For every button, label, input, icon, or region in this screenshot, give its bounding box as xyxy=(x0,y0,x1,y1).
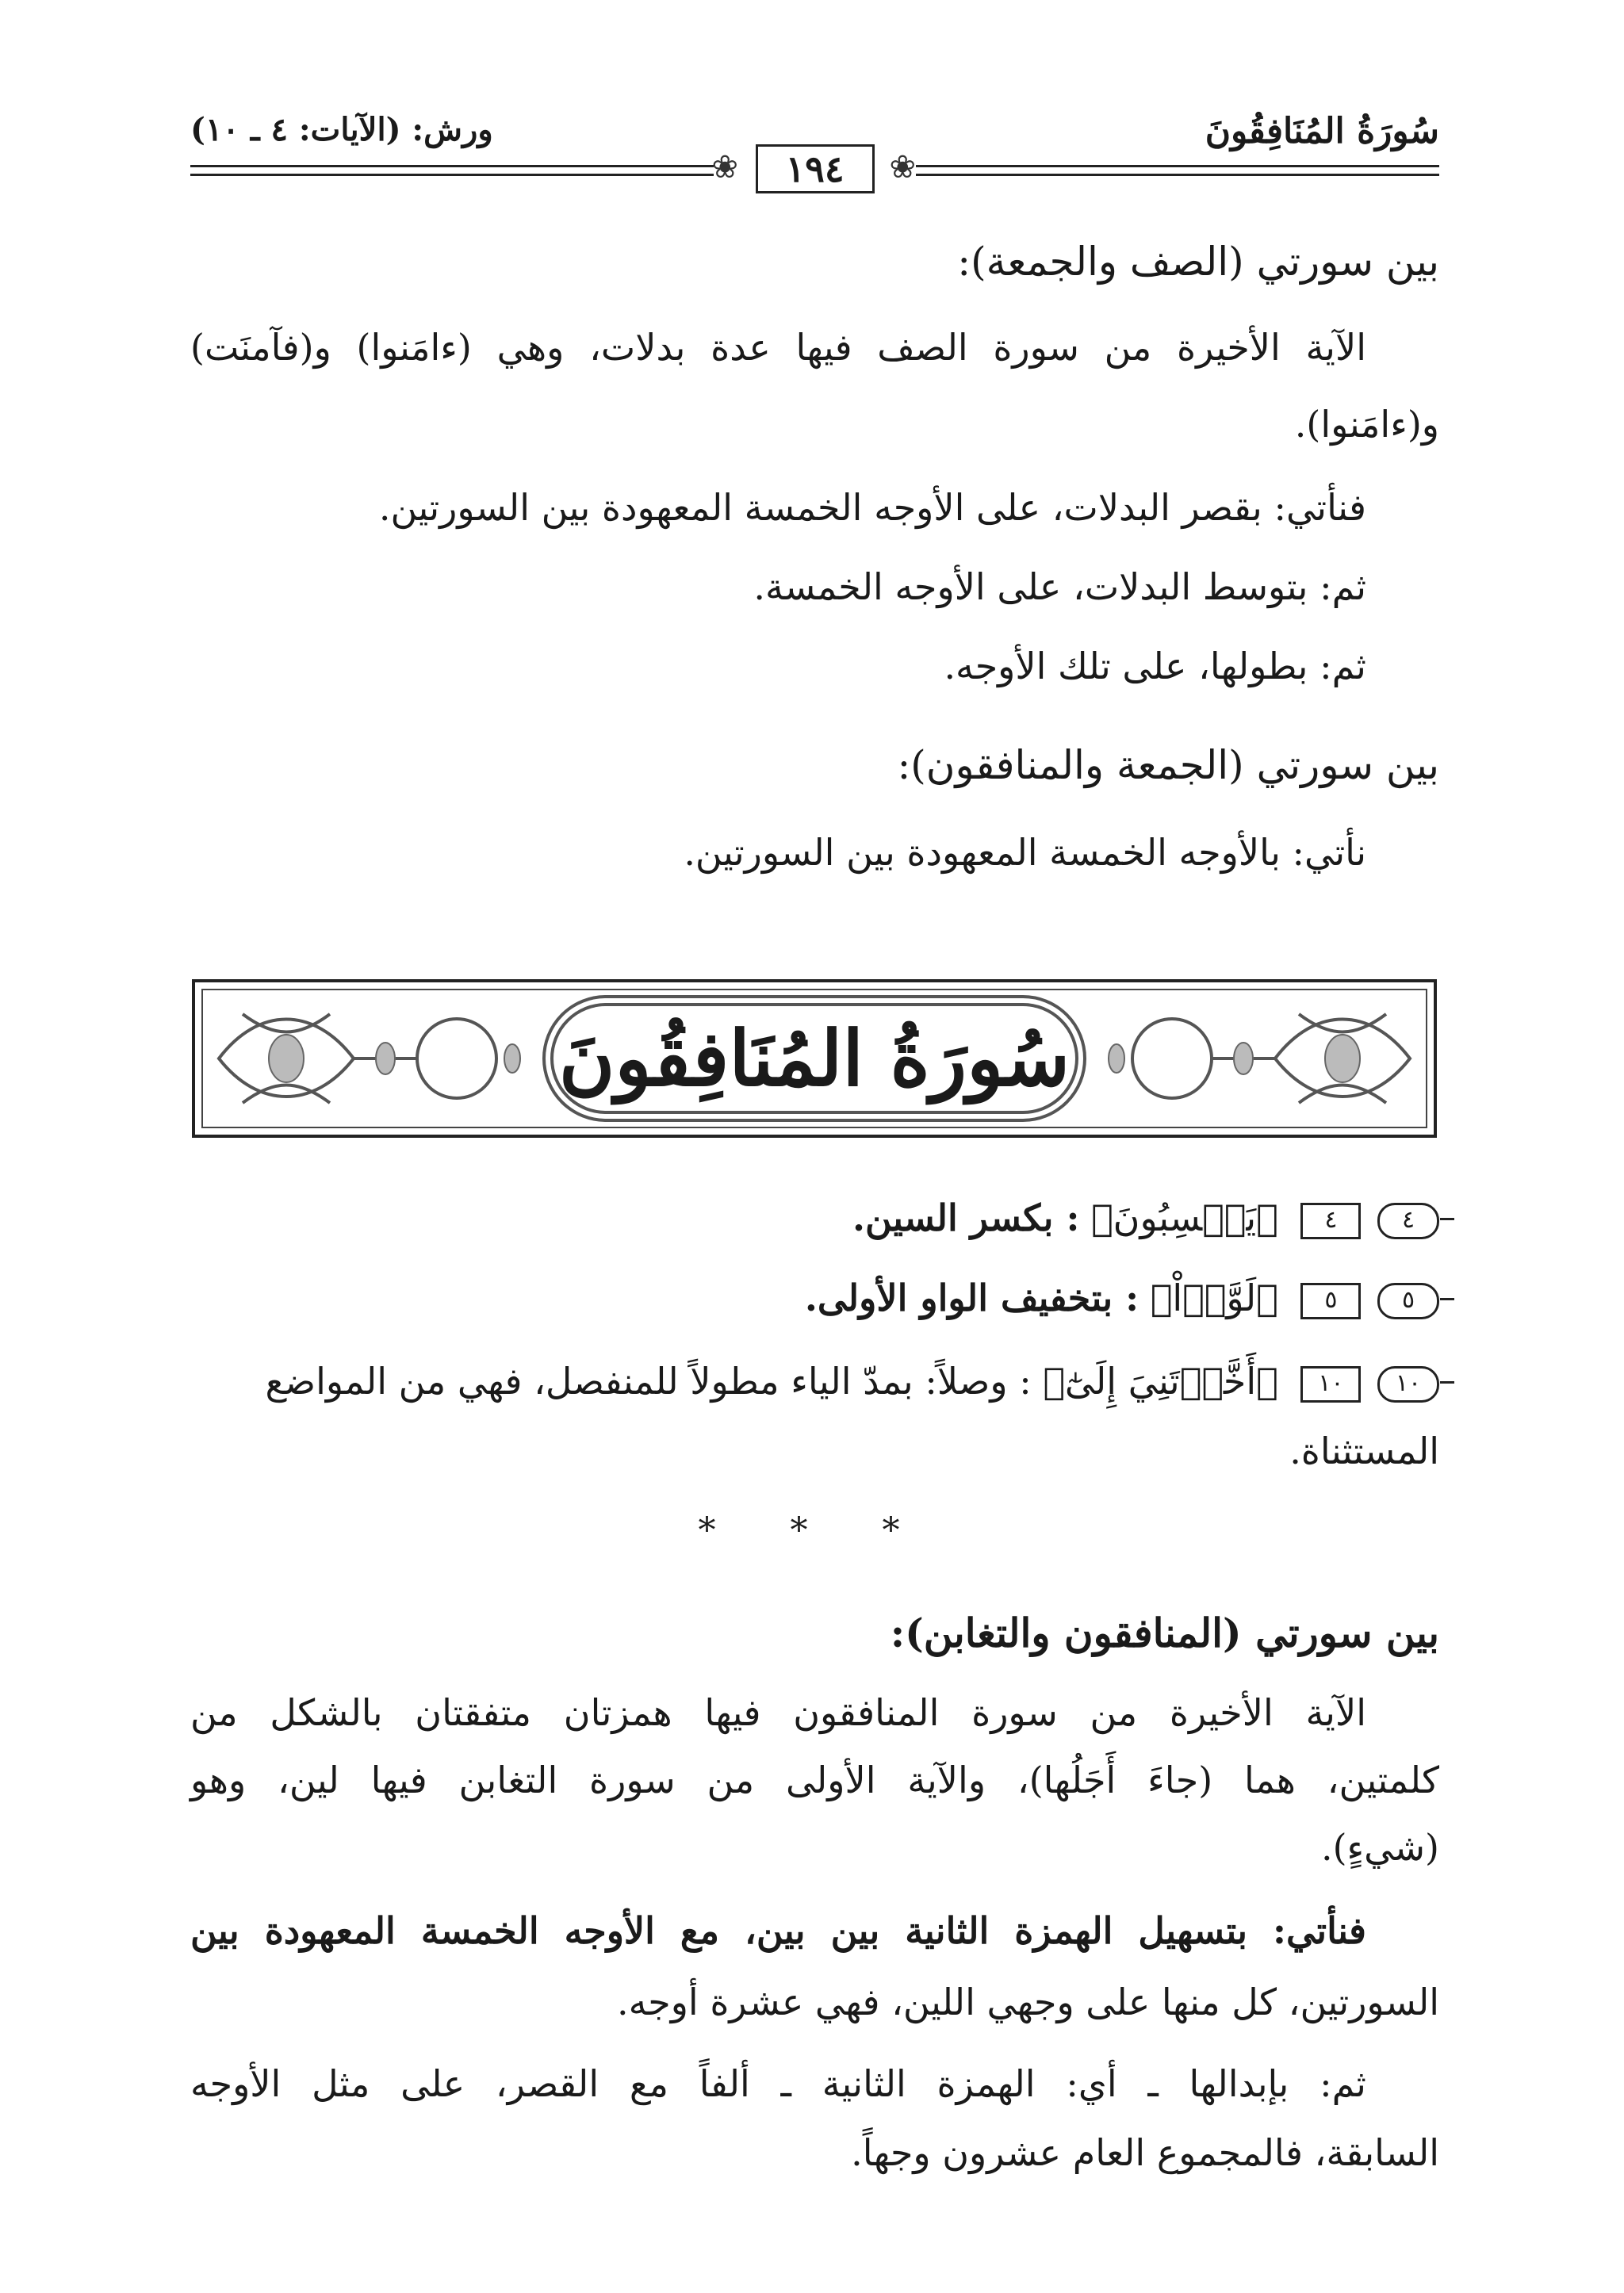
verse-note: : وصلاً: بمدّ الياء مطولاً للمنفصل، فهي من المواضع xyxy=(265,1360,1032,1403)
paragraph-line: نأتي: بالأوجه الخمسة المعهودة بين السورتين. xyxy=(684,831,1366,874)
paragraph-line: فنأتي: بقصر البدلات، على الأوجه الخمسة المعهودة بين السورتين. xyxy=(378,486,1366,529)
surah-title-banner xyxy=(192,979,1437,1138)
paragraph-line: (شيءٍ). xyxy=(1320,1826,1439,1869)
surah-title: سُورَةُ المُنَافِقُونَ xyxy=(558,1013,1071,1104)
verse-number-box: ٥ xyxy=(1300,1283,1361,1319)
quran-word: ﴿أَخَّرۡتَنِيَ إِلَىٰٓ﴾ xyxy=(1043,1360,1278,1403)
verse-number-box: ٤ xyxy=(1300,1203,1361,1239)
section-heading: بين سورتي (المنافقون والتغابن): xyxy=(890,1610,1439,1656)
book-page xyxy=(190,0,1439,2293)
verse-note-row xyxy=(852,1194,1439,1245)
verse-number-box: ١٠ xyxy=(1300,1366,1361,1403)
page-header xyxy=(190,103,1439,190)
paragraph-line: السابقة، فالمجموع العام عشرون وجهاً. xyxy=(851,2131,1439,2174)
paragraph-line: الآية الأخيرة من سورة الصف فيها عدة بدلات، وهي (ءامَنوا) و(فآمنَت) xyxy=(190,326,1366,369)
paragraph-line: و(ءامَنوا). xyxy=(1294,403,1439,446)
header-rule-left xyxy=(190,165,714,176)
quran-word: ﴿يَحۡسِبُونَ﴾ xyxy=(1091,1196,1278,1239)
verse-note-row xyxy=(805,1274,1439,1325)
running-head-range: ورش: (الآيات: ٤ ـ ١٠) xyxy=(190,111,493,148)
paragraph-line: فنأتي: بتسهيل الهمزة الثانية بين بين، مع الأوجه الخمسة المعهودة بين xyxy=(190,1909,1367,1952)
verse-note: : بكسر السين. xyxy=(852,1196,1080,1239)
paragraph-line: ثم: بإبدالها ـ أي: الهمزة الثانية ـ ألفاً مع القصر، على مثل الأوجه xyxy=(190,2062,1366,2105)
paragraph-line: كلمتين، هما (جاءَ أَجَلُها)، والآية الأولى من سورة التغابن فيها لين، وهو xyxy=(190,1759,1439,1801)
verse-note-row xyxy=(190,1357,1439,1408)
section-separator: * * * xyxy=(698,1510,932,1551)
ornament-icon: ❀ xyxy=(711,149,739,186)
verse-number-badge: ١٠ xyxy=(1377,1366,1439,1403)
paragraph-line: ثم: بطولها، على تلك الأوجه. xyxy=(944,645,1366,687)
section-heading: بين سورتي (الصف والجمعة): xyxy=(957,239,1439,285)
paragraph-line: ثم: بتوسط البدلات، على الأوجه الخمسة. xyxy=(753,565,1366,608)
paragraph-line: الآية الأخيرة من سورة المنافقون فيها همزتان متفقتان بالشكل من xyxy=(190,1691,1366,1734)
page-number: ١٩٤ xyxy=(756,144,875,193)
paragraph-line: المستثناة. xyxy=(1289,1430,1439,1472)
verse-note: : بتخفيف الواو الأولى. xyxy=(804,1277,1139,1319)
verse-number-badge: ٤ xyxy=(1377,1203,1439,1239)
paragraph-line: السورتين، كل منها على وجهي اللين، فهي عشرة أوجه. xyxy=(617,1981,1439,2023)
quran-word: ﴿لَوَّوۡاْ﴾ xyxy=(1150,1277,1278,1319)
ornament-icon: ❀ xyxy=(889,149,917,186)
section-heading: بين سورتي (الجمعة والمنافقون): xyxy=(897,742,1439,788)
verse-number-badge: ٥ xyxy=(1377,1283,1439,1319)
running-head-surah: سُورَةُ المُنَافِقُونَ xyxy=(1205,111,1439,151)
header-rule-right xyxy=(916,165,1439,176)
